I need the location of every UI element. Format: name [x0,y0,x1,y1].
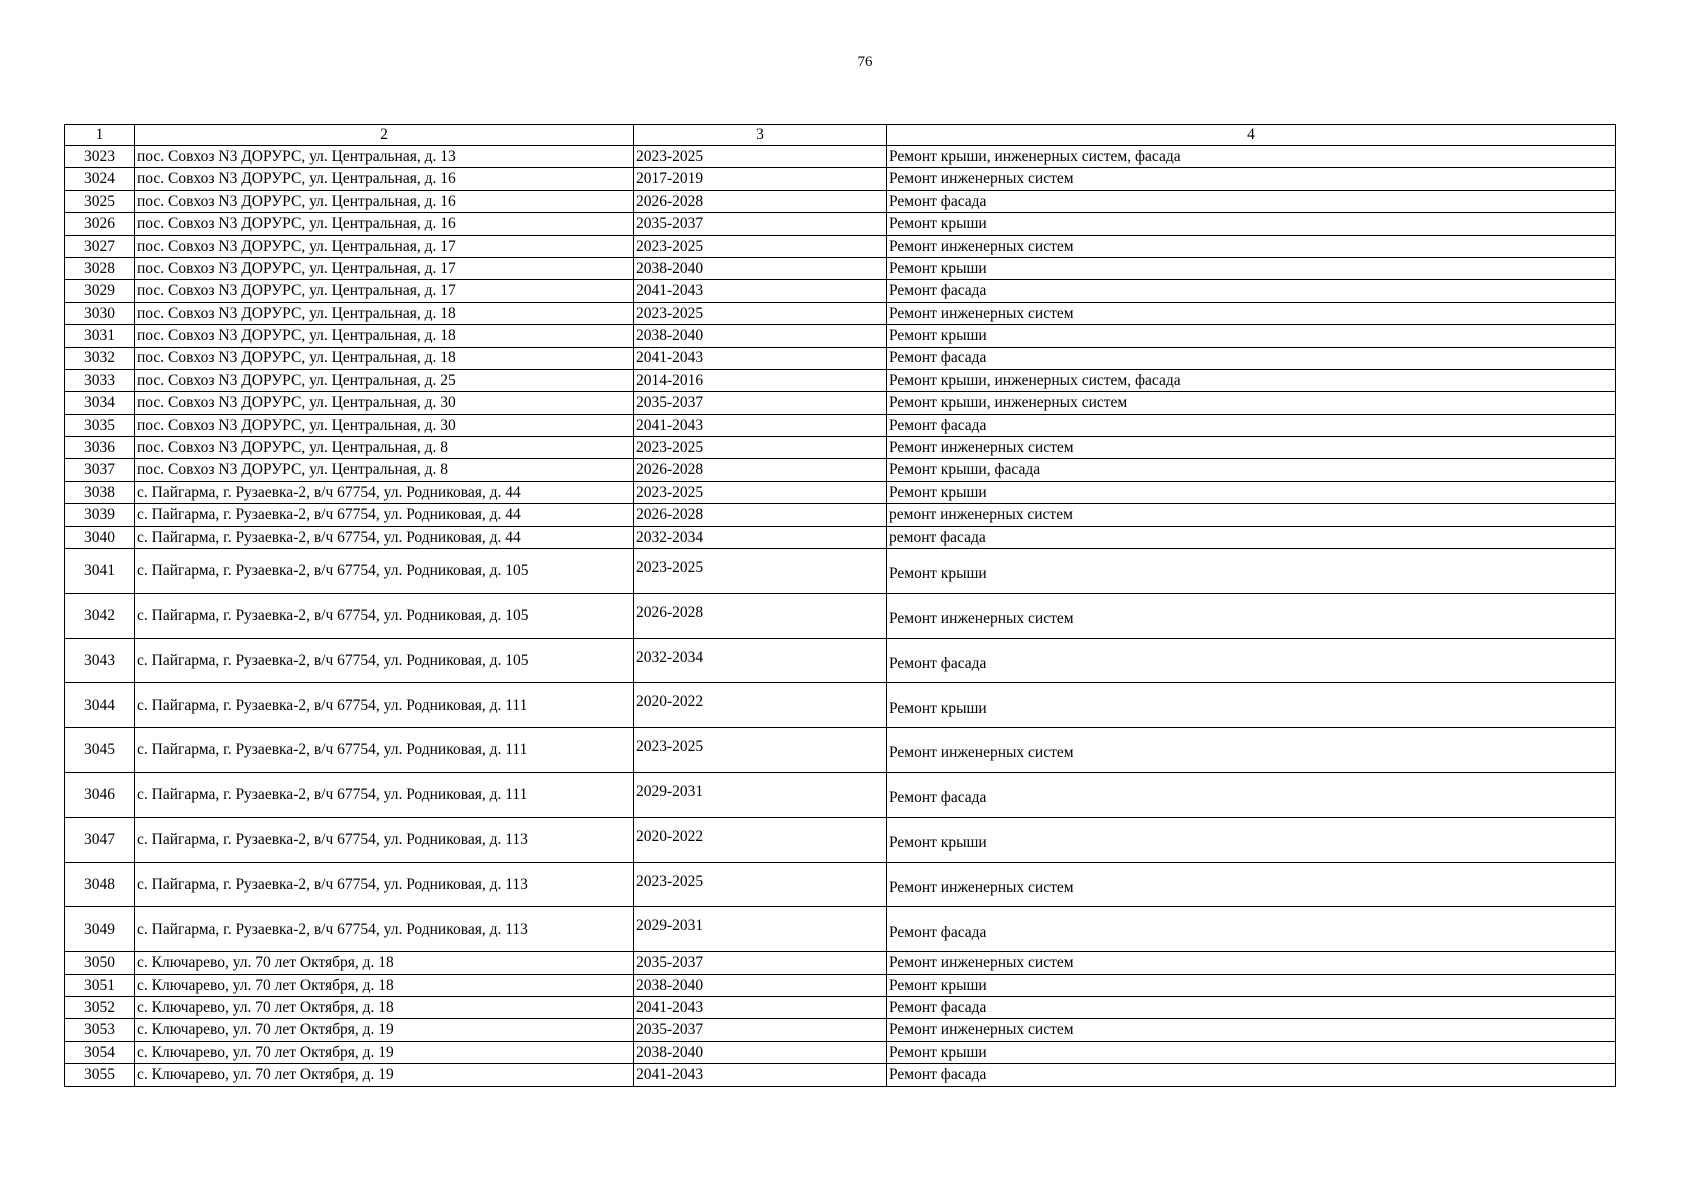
header-col-2: 2 [135,125,634,146]
address-cell: с. Пайгарма, г. Рузаевка-2, в/ч 67754, ул. Родниковая, д. 105 [135,549,634,594]
work-type-cell: Ремонт крыши, инженерных систем, фасада [887,369,1616,391]
work-type-cell: Ремонт крыши [887,213,1616,235]
work-type-cell: Ремонт инженерных систем [887,235,1616,257]
address-cell: с. Пайгарма, г. Рузаевка-2, в/ч 67754, ул. Родниковая, д. 111 [135,728,634,773]
work-type-cell: Ремонт крыши [887,683,1616,728]
row-number-cell: 3048 [65,862,135,907]
table-row [65,392,1616,414]
table-row [65,996,1616,1018]
table-row [65,369,1616,391]
work-type-cell: Ремонт крыши [887,325,1616,347]
row-number-cell: 3052 [65,996,135,1018]
row-number-cell: 3029 [65,280,135,302]
table-row [65,302,1616,324]
table-row [65,325,1616,347]
period-cell: 2038-2040 [634,257,887,279]
row-number-cell: 3051 [65,974,135,996]
address-cell: с. Ключарево, ул. 70 лет Октября, д. 18 [135,996,634,1018]
period-cell: 2026-2028 [634,459,887,481]
period-cell: 2026-2028 [634,504,887,526]
period-cell: 2029-2031 [634,773,887,818]
work-type-cell: Ремонт крыши [887,817,1616,862]
header-col-3: 3 [634,125,887,146]
period-cell: 2023-2025 [634,549,887,594]
address-cell: с. Ключарево, ул. 70 лет Октября, д. 19 [135,1019,634,1041]
table-row [65,235,1616,257]
address-cell: с. Пайгарма, г. Рузаевка-2, в/ч 67754, ул. Родниковая, д. 113 [135,817,634,862]
capital-repair-table [64,124,1616,1087]
row-number-cell: 3023 [65,146,135,168]
address-cell: с. Пайгарма, г. Рузаевка-2, в/ч 67754, ул. Родниковая, д. 44 [135,504,634,526]
address-cell: с. Пайгарма, г. Рузаевка-2, в/ч 67754, ул. Родниковая, д. 113 [135,907,634,952]
address-cell: пос. Совхоз N3 ДОРУРС, ул. Центральная, д. 8 [135,459,634,481]
address-cell: пос. Совхоз N3 ДОРУРС, ул. Центральная, д. 18 [135,325,634,347]
row-number-cell: 3049 [65,907,135,952]
row-number-cell: 3026 [65,213,135,235]
table-row [65,638,1616,683]
address-cell: пос. Совхоз N3 ДОРУРС, ул. Центральная, д. 16 [135,168,634,190]
address-cell: с. Пайгарма, г. Рузаевка-2, в/ч 67754, ул. Родниковая, д. 44 [135,481,634,503]
work-type-cell: Ремонт крыши [887,257,1616,279]
row-number-cell: 3045 [65,728,135,773]
table-row [65,952,1616,974]
row-number-cell: 3035 [65,414,135,436]
address-cell: пос. Совхоз N3 ДОРУРС, ул. Центральная, д. 13 [135,146,634,168]
row-number-cell: 3039 [65,504,135,526]
work-type-cell: Ремонт инженерных систем [887,952,1616,974]
table-row [65,974,1616,996]
address-cell: с. Ключарево, ул. 70 лет Октября, д. 19 [135,1041,634,1063]
row-number-cell: 3025 [65,190,135,212]
row-number-cell: 3043 [65,638,135,683]
work-type-cell: Ремонт инженерных систем [887,168,1616,190]
work-type-cell: Ремонт инженерных систем [887,593,1616,638]
period-cell: 2035-2037 [634,213,887,235]
work-type-cell: Ремонт инженерных систем [887,437,1616,459]
period-cell: 2038-2040 [634,974,887,996]
work-type-cell: Ремонт фасада [887,280,1616,302]
table-row [65,1041,1616,1063]
row-number-cell: 3027 [65,235,135,257]
address-cell: с. Ключарево, ул. 70 лет Октября, д. 18 [135,952,634,974]
period-cell: 2023-2025 [634,728,887,773]
address-cell: с. Ключарево, ул. 70 лет Октября, д. 19 [135,1064,634,1086]
row-number-cell: 3038 [65,481,135,503]
work-type-cell: Ремонт крыши [887,549,1616,594]
row-number-cell: 3046 [65,773,135,818]
row-number-cell: 3041 [65,549,135,594]
address-cell: пос. Совхоз N3 ДОРУРС, ул. Центральная, д. 16 [135,213,634,235]
work-type-cell: ремонт инженерных систем [887,504,1616,526]
header-col-4: 4 [887,125,1616,146]
address-cell: пос. Совхоз N3 ДОРУРС, ул. Центральная, д. 17 [135,280,634,302]
period-cell: 2035-2037 [634,952,887,974]
period-cell: 2035-2037 [634,392,887,414]
period-cell: 2041-2043 [634,414,887,436]
work-type-cell: Ремонт крыши [887,481,1616,503]
period-cell: 2041-2043 [634,280,887,302]
work-type-cell: Ремонт фасада [887,414,1616,436]
table-row [65,280,1616,302]
table-row [65,549,1616,594]
table-row [65,817,1616,862]
work-type-cell: Ремонт фасада [887,638,1616,683]
work-type-cell: Ремонт инженерных систем [887,1019,1616,1041]
table-row [65,526,1616,548]
table-row [65,168,1616,190]
table-row [65,773,1616,818]
table-row [65,190,1616,212]
work-type-cell: Ремонт инженерных систем [887,862,1616,907]
table-row [65,862,1616,907]
work-type-cell: Ремонт фасада [887,190,1616,212]
work-type-cell: Ремонт крыши, инженерных систем, фасада [887,146,1616,168]
table-row [65,414,1616,436]
address-cell: пос. Совхоз N3 ДОРУРС, ул. Центральная, д. 8 [135,437,634,459]
row-number-cell: 3053 [65,1019,135,1041]
period-cell: 2023-2025 [634,862,887,907]
period-cell: 2023-2025 [634,235,887,257]
work-type-cell: Ремонт фасада [887,1064,1616,1086]
period-cell: 2020-2022 [634,817,887,862]
work-type-cell: ремонт фасада [887,526,1616,548]
period-cell: 2035-2037 [634,1019,887,1041]
address-cell: с. Пайгарма, г. Рузаевка-2, в/ч 67754, ул. Родниковая, д. 105 [135,638,634,683]
table-row [65,1019,1616,1041]
table-row [65,728,1616,773]
work-type-cell: Ремонт фасада [887,907,1616,952]
period-cell: 2029-2031 [634,907,887,952]
table-row [65,593,1616,638]
address-cell: пос. Совхоз N3 ДОРУРС, ул. Центральная, д. 17 [135,235,634,257]
row-number-cell: 3047 [65,817,135,862]
address-cell: с. Ключарево, ул. 70 лет Октября, д. 18 [135,974,634,996]
period-cell: 2038-2040 [634,325,887,347]
table-row [65,1064,1616,1086]
period-cell: 2026-2028 [634,190,887,212]
row-number-cell: 3031 [65,325,135,347]
table-body [65,146,1616,1087]
period-cell: 2032-2034 [634,638,887,683]
address-cell: с. Пайгарма, г. Рузаевка-2, в/ч 67754, ул. Родниковая, д. 105 [135,593,634,638]
table-row [65,347,1616,369]
work-type-cell: Ремонт крыши, фасада [887,459,1616,481]
work-type-cell: Ремонт крыши [887,1041,1616,1063]
address-cell: пос. Совхоз N3 ДОРУРС, ул. Центральная, д. 17 [135,257,634,279]
table-row [65,459,1616,481]
period-cell: 2023-2025 [634,146,887,168]
page-number: 76 [857,54,873,70]
work-type-cell: Ремонт фасада [887,773,1616,818]
row-number-cell: 3034 [65,392,135,414]
table-row [65,683,1616,728]
row-number-cell: 3037 [65,459,135,481]
address-cell: с. Пайгарма, г. Рузаевка-2, в/ч 67754, ул. Родниковая, д. 44 [135,526,634,548]
row-number-cell: 3028 [65,257,135,279]
address-cell: с. Пайгарма, г. Рузаевка-2, в/ч 67754, ул. Родниковая, д. 113 [135,862,634,907]
address-cell: с. Пайгарма, г. Рузаевка-2, в/ч 67754, ул. Родниковая, д. 111 [135,773,634,818]
table-row [65,504,1616,526]
period-cell: 2026-2028 [634,593,887,638]
row-number-cell: 3040 [65,526,135,548]
table-row [65,213,1616,235]
row-number-cell: 3055 [65,1064,135,1086]
period-cell: 2041-2043 [634,1064,887,1086]
table-row [65,437,1616,459]
address-cell: пос. Совхоз N3 ДОРУРС, ул. Центральная, д. 18 [135,302,634,324]
work-type-cell: Ремонт инженерных систем [887,728,1616,773]
table-header [65,125,1616,146]
table-row [65,907,1616,952]
row-number-cell: 3030 [65,302,135,324]
row-number-cell: 3024 [65,168,135,190]
table-row [65,257,1616,279]
row-number-cell: 3050 [65,952,135,974]
table-row [65,146,1616,168]
period-cell: 2023-2025 [634,302,887,324]
period-cell: 2023-2025 [634,437,887,459]
period-cell: 2032-2034 [634,526,887,548]
address-cell: пос. Совхоз N3 ДОРУРС, ул. Центральная, д. 30 [135,392,634,414]
row-number-cell: 3054 [65,1041,135,1063]
period-cell: 2017-2019 [634,168,887,190]
period-cell: 2014-2016 [634,369,887,391]
row-number-cell: 3032 [65,347,135,369]
row-number-cell: 3044 [65,683,135,728]
work-type-cell: Ремонт крыши [887,974,1616,996]
address-cell: пос. Совхоз N3 ДОРУРС, ул. Центральная, д. 30 [135,414,634,436]
address-cell: пос. Совхоз N3 ДОРУРС, ул. Центральная, д. 18 [135,347,634,369]
table-row [65,481,1616,503]
period-cell: 2038-2040 [634,1041,887,1063]
address-cell: пос. Совхоз N3 ДОРУРС, ул. Центральная, д. 25 [135,369,634,391]
work-type-cell: Ремонт фасада [887,996,1616,1018]
period-cell: 2041-2043 [634,996,887,1018]
period-cell: 2020-2022 [634,683,887,728]
header-row [65,125,1616,146]
address-cell: пос. Совхоз N3 ДОРУРС, ул. Центральная, д. 16 [135,190,634,212]
row-number-cell: 3033 [65,369,135,391]
work-type-cell: Ремонт фасада [887,347,1616,369]
work-type-cell: Ремонт инженерных систем [887,302,1616,324]
row-number-cell: 3036 [65,437,135,459]
address-cell: с. Пайгарма, г. Рузаевка-2, в/ч 67754, ул. Родниковая, д. 111 [135,683,634,728]
row-number-cell: 3042 [65,593,135,638]
work-type-cell: Ремонт крыши, инженерных систем [887,392,1616,414]
period-cell: 2041-2043 [634,347,887,369]
header-col-1: 1 [65,125,135,146]
period-cell: 2023-2025 [634,481,887,503]
